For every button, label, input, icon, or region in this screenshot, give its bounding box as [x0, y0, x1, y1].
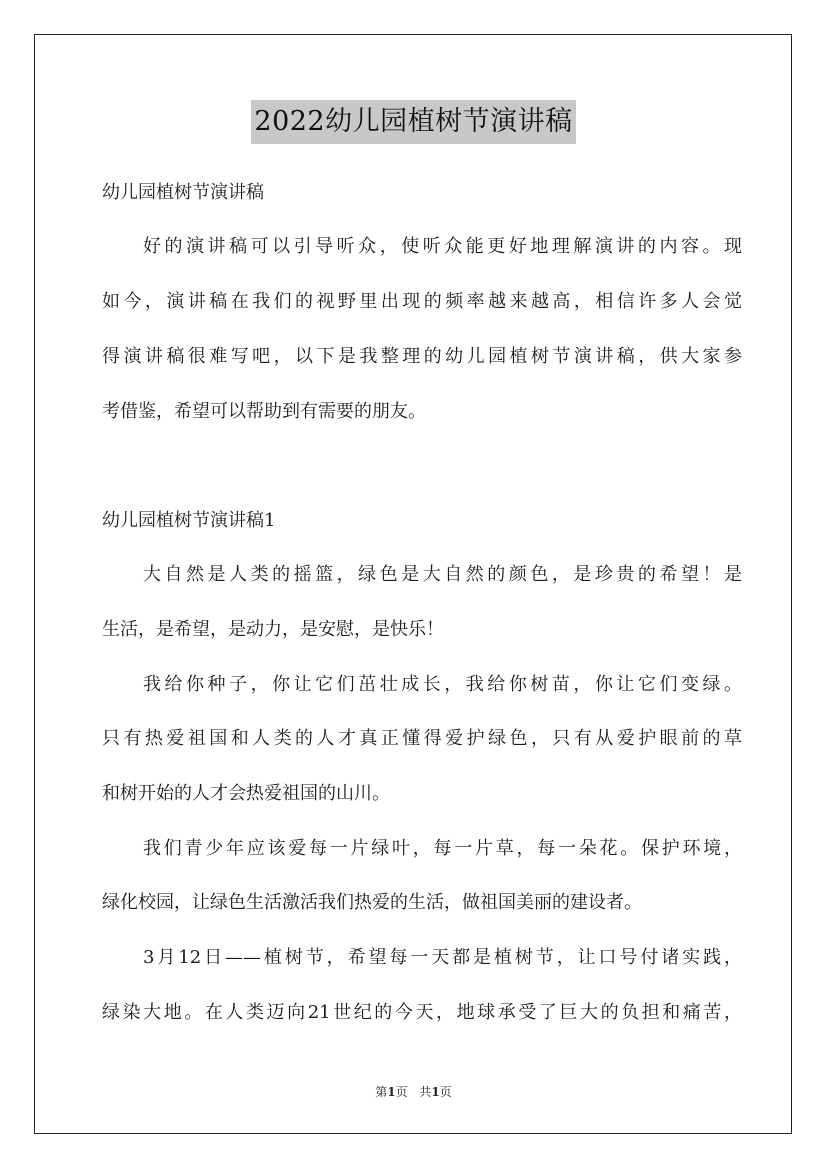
intro-line: 好的演讲稿可以引导听众，使听众能更好地理解演讲的内容。现: [143, 236, 742, 257]
page-footer: [0, 1083, 827, 1101]
total-suffix: 页: [439, 1085, 452, 1099]
page-number: 1: [387, 1085, 396, 1099]
body-line: 我给你种子，你让它们茁壮成长，我给你树苗，你让它们变绿。: [143, 674, 742, 695]
section-heading: 幼儿园植树节演讲稿1: [102, 510, 276, 531]
intro-line: 考借鉴，希望可以帮助到有需要的朋友。: [102, 401, 426, 422]
title-container: [0, 100, 827, 144]
document-subtitle: 幼儿园植树节演讲稿: [102, 182, 264, 203]
body-line: 只有热爱祖国和人类的人才真正懂得爱护绿色，只有从爱护眼前的草: [102, 728, 742, 749]
total-indicator: [419, 1085, 451, 1099]
body-line: 绿染大地。在人类迈向21世纪的今天，地球承受了巨大的负担和痛苦，: [102, 1002, 742, 1023]
body-line: 生活，是希望，是动力，是安慰，是快乐！: [102, 619, 444, 640]
body-line: 绿化校园，让绿色生活激活我们热爱的生活，做祖国美丽的建设者。: [102, 892, 642, 913]
page-indicator: [375, 1085, 407, 1099]
body-line: 我们青少年应该爱每一片绿叶，每一片草，每一朵花。保护环境，: [143, 838, 742, 859]
document-title: 2022幼儿园植树节演讲稿: [251, 100, 575, 144]
page-suffix: 页: [395, 1085, 408, 1099]
body-line: 和树开始的人才会热爱祖国的山川。: [102, 783, 390, 804]
total-prefix: 共: [419, 1085, 432, 1099]
body-line: 3月12日——植树节，希望每一天都是植树节，让口号付诸实践，: [143, 947, 742, 968]
intro-line: 得演讲稿很难写吧，以下是我整理的幼儿园植树节演讲稿，供大家参: [102, 346, 742, 367]
page-prefix: 第: [375, 1085, 388, 1099]
body-line: 大自然是人类的摇篮，绿色是大自然的颜色，是珍贵的希望！是: [143, 564, 742, 585]
total-number: 1: [431, 1085, 440, 1099]
intro-line: 如今，演讲稿在我们的视野里出现的频率越来越高，相信许多人会觉: [102, 291, 742, 312]
